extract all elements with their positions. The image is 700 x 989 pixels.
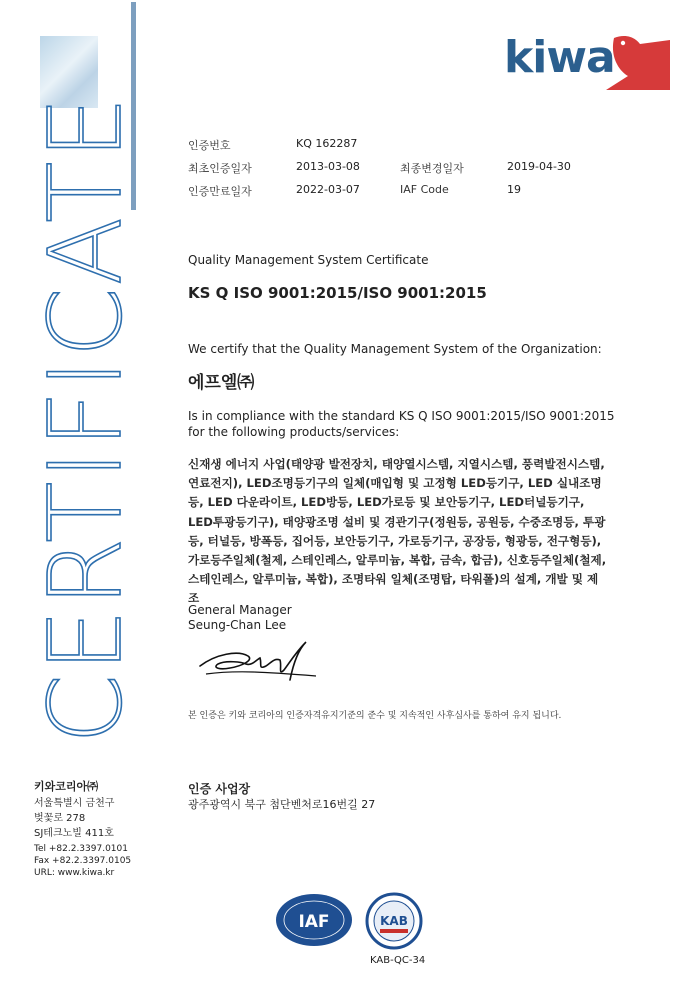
signatory-role: General Manager [188,603,292,617]
issuer-url: URL: www.kiwa.kr [34,868,115,878]
change-date-label: 최종변경일자 [400,162,464,175]
kiwa-logo-text: kiwa [504,32,615,83]
certified-site-address: 광주광역시 북구 첨단벤처로16번길 27 [188,798,376,811]
issuer-tel: Tel +82.2.3397.0101 [34,844,128,854]
expiry-value: 2022-03-07 [296,183,360,196]
iaf-code-value: 19 [507,183,521,196]
first-date-value: 2013-03-08 [296,160,360,173]
handwritten-signature [196,630,326,686]
vertical-certificate-word: CERTIFICATE [27,94,144,744]
certificate-standard: KS Q ISO 9001:2015/ISO 9001:2015 [188,284,487,302]
certificate-title: Quality Management System Certificate [188,253,429,267]
issuer-address-2: 벚꽃로 278 [34,813,86,824]
products-services-text: 신재생 에너지 사업(태양광 발전장치, 태양열시스템, 지열시스템, 풍력발전시스템, 연료전지), LED조명등기구의 일체(매입형 및 고정형 LED등기구, LED 실내조명등, LED 다운라이트, LED방등, LED가로등 및 보안등기구, LED터널등기구, LED투광등기구), 태양광조명 설비 및 경관기구(정원등, 공원등, 수중조명등, 투광등, 터널등, 방폭등, 집어등, 보안등기구, 가로등기구, 공장등, 형광등, 전구형등), 가로등주일체(철제, 스테인레스, 알루미늄, 복합, 금속, 합금), 신호등주일체(철제, 스테인레스, 알루미늄, 복합), 조명타워 일체(조명탑, 타워폴)의 설계, 개발 및 제조 [188,457,607,606]
expiry-label: 인증만료일자 [188,185,252,198]
organization-name: 에프엘㈜ [188,373,255,393]
certified-site-title: 인증 사업장 [188,782,251,796]
iaf-logo-text: IAF [298,912,330,932]
kab-logo-text: KAB [380,914,408,928]
cert-no-label: 인증번호 [188,139,231,152]
cert-no-value: KQ 162287 [296,137,358,150]
issuer-address-3: SJ테크노빌 411호 [34,828,114,839]
kab-code: KAB-QC-34 [370,955,426,966]
change-date-value: 2019-04-30 [507,160,571,173]
iaf-accreditation-logo [274,893,354,948]
first-date-label: 최초인증일자 [188,162,252,175]
issuer-fax: Fax +82.2.3397.0105 [34,856,132,866]
kab-accreditation-logo [360,892,428,950]
compliance-line-1: Is in compliance with the standard KS Q ISO 9001:2015/ISO 9001:2015 [188,409,615,423]
compliance-line-2: for the following products/services: [188,425,400,439]
maintenance-notice: 본 인증은 키와 코리아의 인증자격유지기준의 준수 및 지속적인 사후심사를 통하여 유지 됩니다. [188,711,562,721]
signatory-name: Seung-Chan Lee [188,618,287,632]
certify-statement: We certify that the Quality Management System of the Organization: [188,342,602,356]
iaf-code-label: IAF Code [400,183,449,196]
issuer-name: 키와코리아㈜ [34,780,99,793]
issuer-address-1: 서울특별시 금천구 [34,798,115,809]
